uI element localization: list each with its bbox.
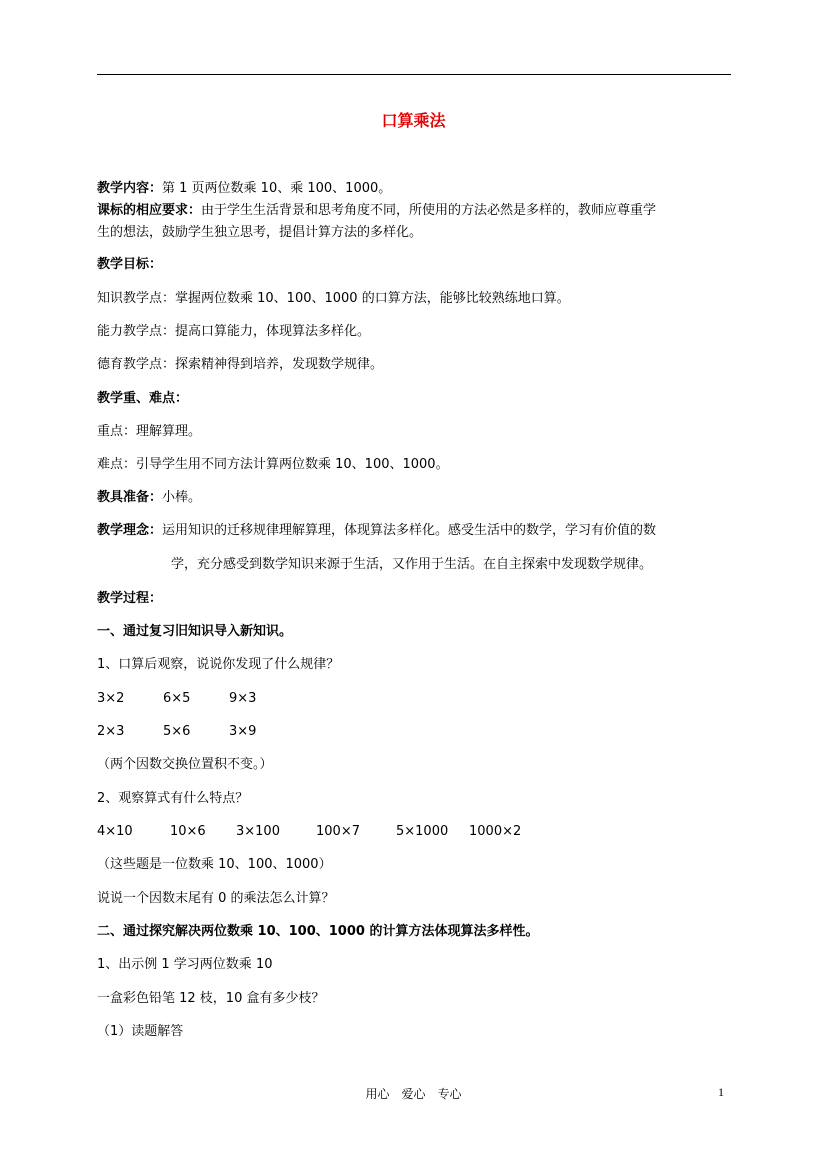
- idea-line-1: [97, 522, 656, 540]
- part1-question-2: 2、观察算式有什么特点？: [97, 791, 249, 806]
- key-heading: 教学重、难点：: [97, 391, 189, 406]
- part2-sub-1: （1）读题解答: [97, 1024, 184, 1039]
- key-difficulty: 难点：引导学生用不同方法计算两位数乘 10、100、1000。: [97, 457, 449, 472]
- requirement-line-2: 生的想法，鼓励学生独立思考，提倡计算方法的多样化。: [97, 225, 423, 240]
- expression: 1000×2: [469, 824, 522, 839]
- tools-label: 教具准备：: [97, 490, 163, 505]
- content-line: [97, 180, 391, 198]
- goals-heading: 教学目标：: [97, 257, 163, 272]
- part2-problem: 一盒彩色铅笔 12 枝，10 盒有多少枝？: [97, 991, 325, 1006]
- expression-row-3: [97, 823, 521, 841]
- expression: 3×2: [97, 691, 125, 706]
- part2-heading: 二、通过探究解决两位数乘 10、100、1000 的计算方法体现算法多样性。: [97, 924, 539, 939]
- idea-label: 教学理念：: [97, 523, 163, 538]
- expression: 3×100: [236, 824, 280, 839]
- requirement-text-1: 由于学生生活背景和思考角度不同，所使用的方法必然是多样的，教师应尊重学: [201, 203, 657, 218]
- page-title: 口算乘法: [381, 111, 446, 130]
- content-label: 教学内容：: [97, 181, 163, 196]
- part1-heading: 一、通过复习旧知识导入新知识。: [97, 624, 293, 639]
- expression: 9×3: [229, 691, 257, 706]
- part1-question-3: 说说一个因数末尾有 0 的乘法怎么计算？: [97, 891, 335, 906]
- goal-moral: 德育教学点：探索精神得到培养，发现数学规律。: [97, 357, 384, 372]
- expression-row-1: [97, 690, 256, 708]
- part1-note-2: （这些题是一位数乘 10、100、1000）: [97, 857, 332, 872]
- expression: 3×9: [229, 724, 257, 739]
- requirement-label: 课标的相应要求：: [97, 203, 202, 218]
- part2-step-1: 1、出示例 1 学习两位数乘 10: [97, 957, 273, 972]
- expression: 5×1000: [396, 824, 449, 839]
- idea-line-2: 学，充分感受到数学知识来源于生活，又作用于生活。在自主探索中发现数学规律。: [171, 557, 653, 572]
- expression: 4×10: [97, 824, 133, 839]
- goal-ability: 能力教学点：提高口算能力，体现算法多样化。: [97, 324, 371, 339]
- process-heading: 教学过程：: [97, 591, 163, 606]
- tools-line: [97, 489, 201, 507]
- page-footer: 用心 爱心 专心: [365, 1087, 462, 1101]
- content-text: 第 1 页两位数乘 10、乘 100、1000。: [162, 181, 392, 196]
- expression: 5×6: [163, 724, 191, 739]
- expression: 6×5: [163, 691, 191, 706]
- expression: 2×3: [97, 724, 125, 739]
- requirement-line-1: [97, 202, 656, 220]
- expression-row-2: [97, 723, 256, 741]
- expression: 100×7: [316, 824, 360, 839]
- part1-note-1: （两个因数交换位置积不变。）: [97, 757, 273, 772]
- expression: 10×6: [170, 824, 206, 839]
- part1-question-1: 1、口算后观察，说说你发现了什么规律？: [97, 657, 340, 672]
- idea-text-1: 运用知识的迁移规律理解算理，体现算法多样化。感受生活中的数学，学习有价值的数: [162, 523, 657, 538]
- key-focus: 重点：理解算理。: [97, 424, 202, 439]
- header-rule: [97, 74, 731, 75]
- tools-text: 小棒。: [162, 490, 202, 505]
- goal-knowledge: 知识教学点：掌握两位数乘 10、100、1000 的口算方法，能够比较熟练地口算。: [97, 291, 570, 306]
- page-number: 1: [718, 1085, 724, 1099]
